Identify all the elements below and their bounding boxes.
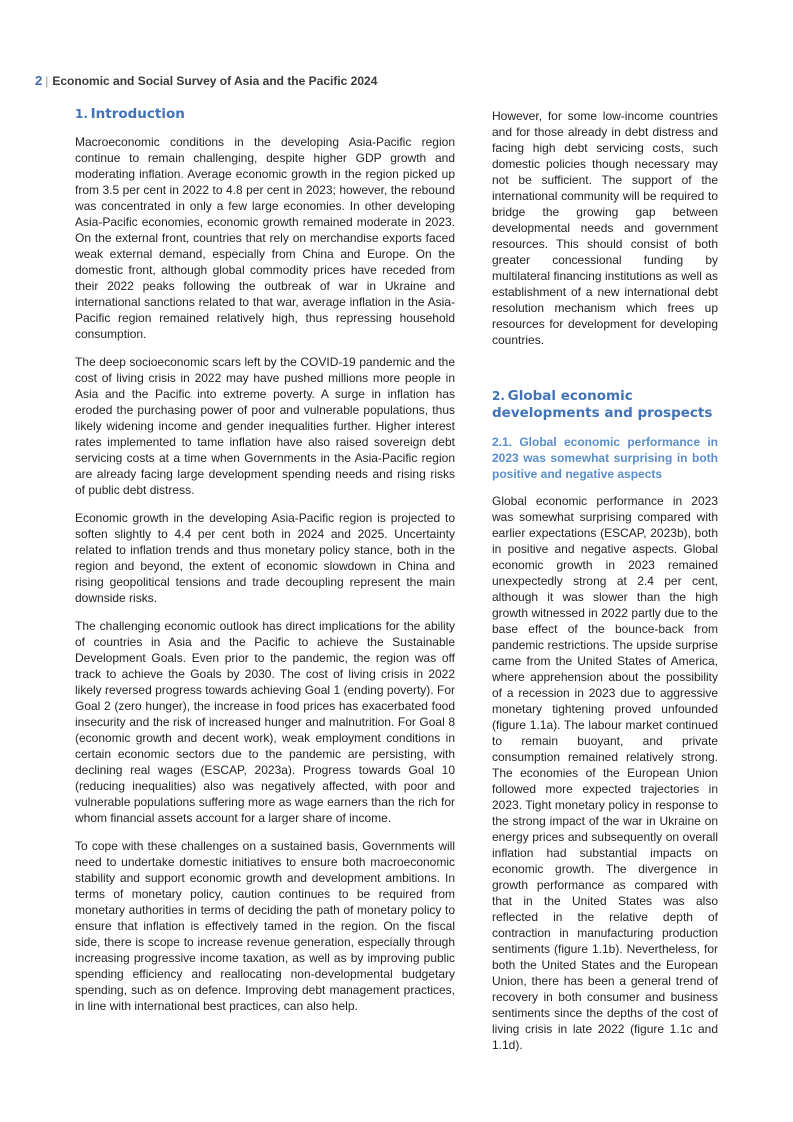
section-1-number: 1. [75,107,88,121]
section-2-number: 2. [492,389,505,403]
left-column [75,106,455,1026]
right-column [492,108,718,1065]
paragraph: The challenging economic outlook has direct implications for the ability of countries in Asia and the Pacific to achieve the Sustainable Development Goals. Even prior to the pandemic, the region was off track to achieve the Goals by 2030. The cost of living crisis in 2022 likely reversed progress towards achieving Goal 1 (ending poverty). For Goal 2 (zero hunger), the increase in food prices has exacerbated food insecurity and the risk of increased hunger and malnutrition. For Goal 8 (economic growth and decent work), weak employment conditions in certain economic sectors due to the pandemic are persisting, with declining real wages (ESCAP, 2023a). Progress towards Goal 10 (reducing inequalities) also was negatively affected, with poor and vulnerable populations suffering more as wage earners than the rich for whom financial assets account for a larger share of income. [75,619,455,825]
paragraph: Economic growth in the developing Asia-Pacific region is projected to soften slightly to 4.4 per cent both in 2024 and 2025. Uncertainty related to inflation trends and thus monetary policy stance, both in the region and beyond, the extent of economic slowdown in China and rising geopolitical tensions and trade decoupling represent the main downside risks. [75,511,455,605]
section-2-heading [492,388,718,422]
publication-title: Economic and Social Survey of Asia and the Pacific 2024 [52,74,378,88]
section-1-title: Introduction [90,106,185,122]
subsection-2-1-title: Global economic performance in 2023 was somewhat surprising in both positive and negative aspects [492,435,718,481]
subsection-2-1-heading [492,434,718,482]
section-2-title: Global economic developments and prospects [492,388,713,421]
paragraph-continuation: However, for some low-income countries and for those already in debt distress and facing high debt servicing costs, such domestic policies though necessary may not be sufficient. The support of the international community will be required to bridge the growing gap between developmental needs and government resources. This should consist of both greater concessional funding by multilateral financing institutions as well as establishment of a new international debt resolution mechanism which frees up resources for development for developing countries. [492,109,718,347]
subsection-2-1-number: 2.1. [492,435,513,449]
paragraph: To cope with these challenges on a sustained basis, Governments will need to undertake domestic initiatives to ensure both macroeconomic stability and support economic growth and development ambitions. In terms of monetary policy, caution continues to be required from monetary authorities in terms of deciding the path of monetary policy to ensure that inflation is effectively tamed in the region. On the fiscal side, there is scope to increase revenue generation, especially through increasing progressive income taxation, as well as by improving public spending efficiency and reallocating non-developmental budgetary spending, such as on defence. Improving debt management practices, in line with international best practices, can also help. [75,839,455,1013]
page-number: 2 [35,73,43,88]
section-1-heading [75,106,455,123]
paragraph: Global economic performance in 2023 was somewhat surprising compared with earlier expectations (ESCAP, 2023b), both in positive and negative aspects. Global economic growth in 2023 remained unexpectedly strong at 2.4 per cent, although it was slower than the high growth witnessed in 2022 partly due to the base effect of the bounce-back from pandemic restrictions. The upside surprise came from the United States of America, where apprehension about the possibility of a recession in 2023 due to aggressive monetary tightening proved unfounded (figure 1.1a). The labour market continued to remain buoyant, and private consumption remained relatively strong. The economies of the European Union followed more expected trajectories in 2023. Tight monetary policy in response to the strong impact of the war in Ukraine on energy prices and subsequently on overall inflation had substantial impacts on economic growth. The divergence in growth performance as compared with that in the United States was also reflected in the relative depth of contraction in manufacturing production sentiments (figure 1.1b). Nevertheless, for both the United States and the European Union, there has been a general trend of recovery in both consumer and business sentiments since the depths of the cost of living crisis in late 2022 (figure 1.1c and 1.1d). [492,494,718,1052]
running-header [35,73,377,88]
paragraph: The deep socioeconomic scars left by the COVID-19 pandemic and the cost of living crisis in 2022 may have pushed millions more people in Asia and the Pacific into extreme poverty. A surge in inflation has eroded the purchasing power of poor and vulnerable populations, thus likely widening income and gender inequalities further. Higher interest rates implemented to tame inflation have also raised sovereign debt servicing costs at a time when Governments in the Asia-Pacific region are already facing large development spending needs and rising risks of public debt distress. [75,355,455,497]
header-separator: | [45,74,49,88]
paragraph: Macroeconomic conditions in the developing Asia-Pacific region continue to remain challenging, despite higher GDP growth and moderating inflation. Average economic growth in the region picked up from 3.5 per cent in 2022 to 4.8 per cent in 2023; however, the rebound was concentrated in only a few large economies. In other developing Asia-Pacific economies, economic growth remained moderate in 2023. On the external front, countries that rely on merchandise exports faced weak external demand, especially from China and Europe. On the domestic front, although global commodity prices have receded from their 2022 peaks following the outbreak of war in Ukraine and international sanctions related to that war, average inflation in the Asia-Pacific region remained relatively high, thus repressing household consumption. [75,135,455,341]
